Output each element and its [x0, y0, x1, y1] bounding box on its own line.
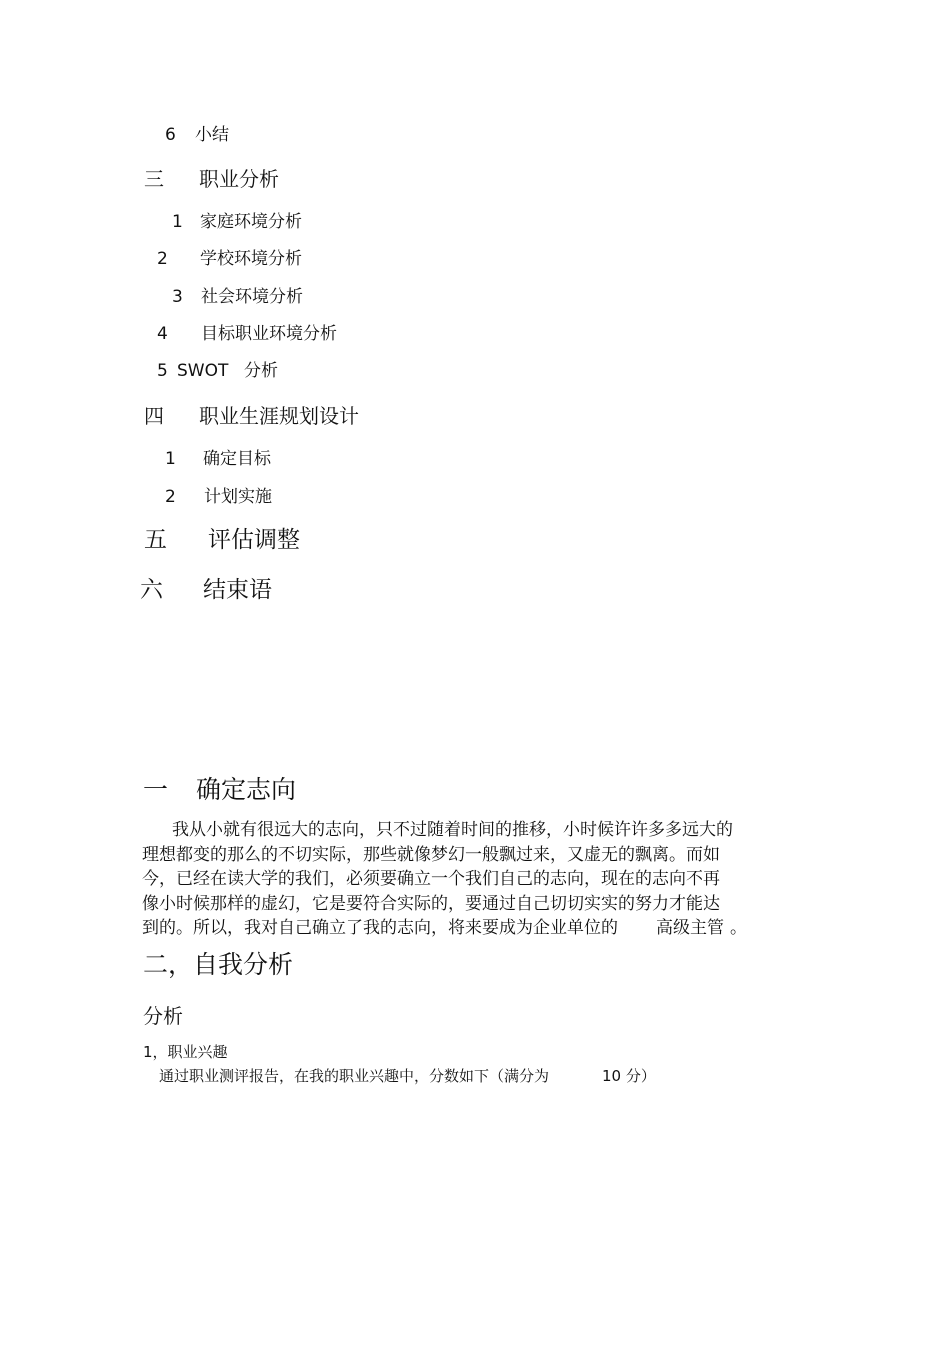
toc-section-number: 三	[144, 167, 164, 191]
item-text-score: 10 分）	[602, 1067, 656, 1085]
paragraph-line: 我从小就有很远大的志向，只不过随着时间的推移，小时候许许多多远大的	[172, 820, 733, 840]
section-heading-title: 确定志向	[196, 775, 297, 804]
toc-section-number: 五	[144, 527, 167, 553]
highlighted-goal: 高级主管	[656, 918, 724, 939]
toc-item-label: 确定目标	[203, 449, 271, 469]
toc-item-number: 1	[172, 212, 183, 232]
paragraph-line: 今，已经在读大学的我们，必须要确立一个我们自己的志向，现在的志向不再	[142, 869, 720, 890]
paragraph-line: 像小时候那样的虚幻，它是要符合实际的，要通过自己切切实实的努力才能达	[142, 893, 720, 914]
toc-item-number: 4	[157, 324, 168, 344]
toc-section-title: 职业分析	[199, 167, 279, 191]
toc-item-label: 社会环境分析	[201, 287, 303, 307]
section-heading: 二，自我分析	[143, 950, 294, 979]
paragraph-text: 到的。所以，我对自己确立了我的志向，将来要成为企业单位的	[142, 918, 618, 939]
toc-item-label: 分析	[244, 361, 278, 381]
item-label: 1，职业兴趣	[143, 1043, 228, 1061]
paragraph-period: 。	[730, 918, 747, 939]
toc-section-title: 评估调整	[208, 527, 300, 553]
toc-item-label: 小结	[195, 125, 229, 145]
toc-item-label: 学校环境分析	[200, 249, 302, 269]
toc-item-number: 2	[157, 249, 168, 269]
toc-item-swot: SWOT	[177, 361, 229, 381]
paragraph-line-last	[142, 916, 782, 941]
section-heading-number: 一	[143, 775, 169, 804]
toc-item-label: 计划实施	[204, 487, 272, 507]
toc-item-number: 6	[165, 125, 176, 145]
toc-section-title: 结束语	[203, 577, 272, 603]
toc-section-title: 职业生涯规划设计	[199, 404, 359, 428]
item-text: 通过职业测评报告，在我的职业兴趣中，分数如下（满分为	[159, 1067, 550, 1085]
toc-item-number: 5	[157, 361, 168, 381]
toc-section-number: 六	[140, 577, 163, 603]
paragraph	[142, 818, 782, 941]
toc-item-number: 1	[165, 449, 176, 469]
toc-item-label: 家庭环境分析	[200, 212, 302, 232]
toc-section-number: 四	[144, 404, 164, 428]
toc-item-number: 2	[165, 487, 176, 507]
toc-item-number: 3	[172, 287, 183, 307]
paragraph-line: 理想都变的那么的不切实际，那些就像梦幻一般飘过来，又虚无的飘离。而如	[142, 844, 720, 865]
toc-item-label: 目标职业环境分析	[201, 324, 337, 344]
sub-heading: 分析	[143, 1004, 183, 1028]
